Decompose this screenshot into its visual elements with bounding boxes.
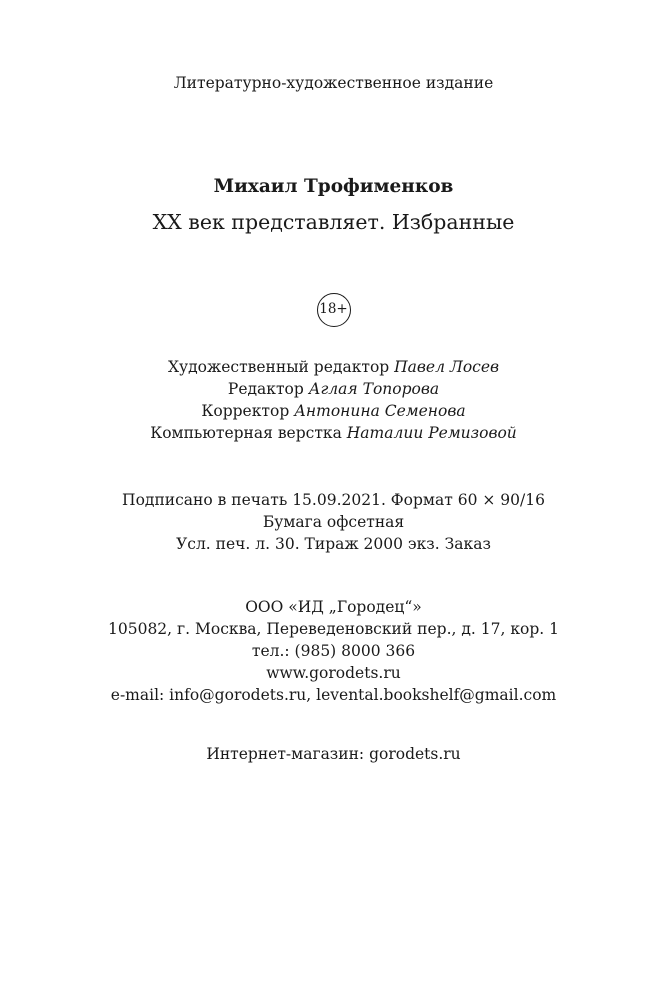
- credit-line-art-editor: [0, 356, 667, 378]
- print-info-block: [0, 489, 667, 555]
- publisher-website: www.gorodets.ru: [266, 664, 401, 682]
- publisher-email: e-mail: info@gorodets.ru, levental.bookshelf@gmail.com: [110, 686, 557, 704]
- book-title: XX век представляет. Избранные: [152, 210, 515, 234]
- credit-role: Компьютерная верстка: [150, 424, 342, 442]
- publisher-block: [0, 596, 667, 706]
- author-name: Михаил Трофименков: [213, 176, 454, 197]
- credit-person: Антонина Семенова: [294, 402, 466, 420]
- credits-block: [0, 356, 667, 444]
- credit-person: Аглая Топорова: [308, 380, 440, 398]
- credit-role: Редактор: [227, 380, 304, 398]
- publisher-name: ООО «ИД „Городец“»: [245, 598, 422, 616]
- age-rating-badge: 18+: [317, 293, 351, 327]
- print-paper: Бумага офсетная: [262, 513, 405, 531]
- credit-line-editor: [0, 378, 667, 400]
- print-signed-format: Подписано в печать 15.09.2021. Формат 60 × 90/16: [122, 491, 545, 509]
- credit-line-proofreader: [0, 400, 667, 422]
- print-run: Усл. печ. л. 30. Тираж 2000 экз. Заказ: [176, 535, 491, 553]
- online-shop: Интернет-магазин: gorodets.ru: [206, 745, 461, 763]
- credit-role: Художественный редактор: [167, 358, 390, 376]
- publisher-phone: тел.: (985) 8000 366: [251, 642, 416, 660]
- edition-type: Литературно-художественное издание: [173, 74, 494, 92]
- credit-person: Наталии Ремизовой: [346, 424, 517, 442]
- credit-line-layout: [0, 422, 667, 444]
- publisher-address: 105082, г. Москва, Переведеновский пер., д. 17, кор. 1: [108, 620, 559, 638]
- credit-role: Корректор: [201, 402, 290, 420]
- credit-person: Павел Лосев: [394, 358, 500, 376]
